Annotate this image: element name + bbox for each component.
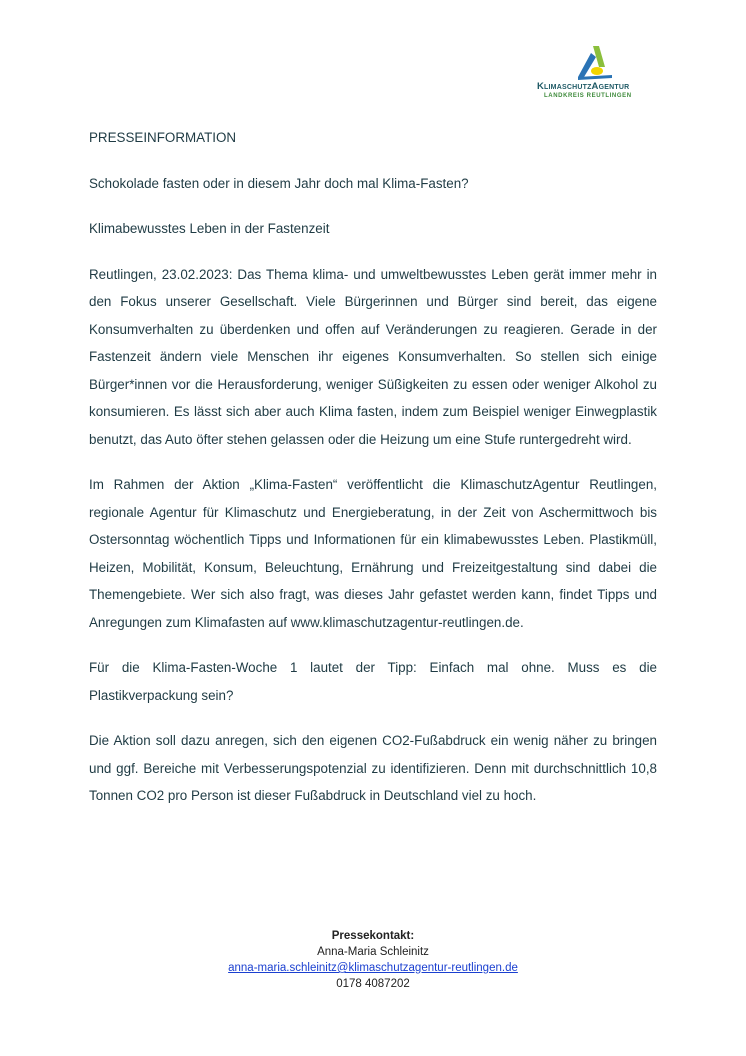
paragraph-intro: Reutlingen, 23.02.2023: Das Thema klima- und umweltbewusstes Leben gerät immer mehr in den Fokus unserer Gesellschaft. Viele Bürgerinnen und Bürger sind bereit, das eigene Konsumverhalten zu überdenken und offen auf Veränderungen zu reagieren. Gerade in der Fastenzeit ändern viele Menschen ihr eigenes Konsumverhalten. So stellen sich einige Bürger*innen vor die Herausforderung, weniger Süßigkeiten zu essen oder weniger Alkohol zu konsumieren. Es lässt sich aber auch Klima fasten, indem zum Beispiel weniger Einwegplastik benutzt, das Auto öfter stehen gelassen oder die Heizung um eine Stufe runtergedreht wird. <box>89 266 657 447</box>
document-title: Schokolade fasten oder in diesem Jahr doch mal Klima-Fasten? <box>89 175 469 191</box>
paragraph-tip: Für die Klima-Fasten-Woche 1 lautet der Tipp: Einfach mal ohne. Muss es die Plastikverpackung sein? <box>89 660 657 703</box>
contact-phone: 0178 4087202 <box>336 978 410 990</box>
contact-heading: Pressekontakt: <box>331 930 415 942</box>
document-label: PRESSEINFORMATION <box>89 130 237 145</box>
contact-email-link[interactable]: anna-maria.schleinitz@klimaschutzagentur-reutlingen.de <box>228 962 518 974</box>
logo-subtitle: LANDKREIS REUTLINGEN <box>544 93 632 99</box>
press-contact <box>0 928 746 992</box>
contact-name: Anna-Maria Schleinitz <box>317 946 429 958</box>
logo-mark-icon <box>575 45 615 81</box>
klimaschutzagentur-logo <box>533 45 663 103</box>
press-release-body <box>89 124 657 828</box>
paragraph-footprint: Die Aktion soll dazu anregen, sich den eigenen CO2-Fußabdruck ein wenig näher zu bringen und ggf. Bereiche mit Verbesserungspotenzial zu identifizieren. Denn mit durchschnittlich 10,8 Tonnen CO2 pro Person ist dieser Fußabdruck in Deutschland viel zu hoch. <box>89 733 657 803</box>
document-subtitle: Klimabewusstes Leben in der Fastenzeit <box>89 221 330 236</box>
paragraph-campaign: Im Rahmen der Aktion „Klima-Fasten“ veröffentlicht die KlimaschutzAgentur Reutlingen, regionale Agentur für Klimaschutz und Energieberatung, in der Zeit von Aschermittwoch bis Ostersonntag wöchentlich Tipps und Informationen für ein klimabewusstes Leben. Plastikmüll, Heizen, Mobilität, Konsum, Beleuchtung, Ernährung und Freizeitgestaltung sind dabei die Themengebiete. Wer sich also fragt, was dieses Jahr gefastet werden kann, findet Tipps und Anregungen zum Klimafasten auf www.klimaschutzagentur-reutlingen.de. <box>89 477 657 630</box>
logo-sun-shape <box>591 67 603 75</box>
logo-name: KlimaschutzAgentur <box>537 81 630 92</box>
